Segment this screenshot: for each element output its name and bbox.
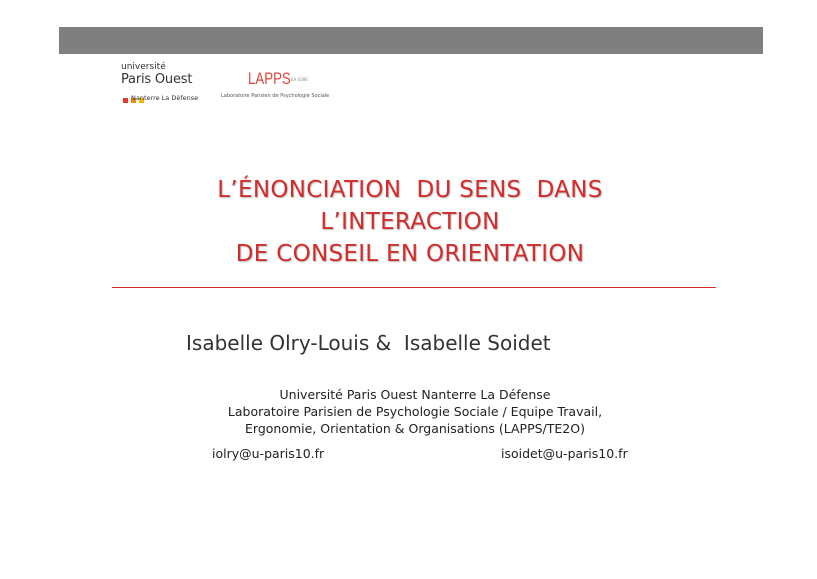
university-logo — [121, 63, 211, 103]
lapps-logo — [221, 69, 330, 104]
university-logo-line2: Paris Ouest — [121, 72, 193, 87]
university-logo-dots — [123, 88, 147, 93]
university-logo-line1: université — [121, 62, 166, 72]
lapps-logo-name: LAPPS — [248, 69, 291, 88]
affiliation-line-3: Ergonomie, Orientation & Organisations (LAPPS/TE2O) — [245, 421, 585, 436]
lapps-logo-tag: EA 4386 — [291, 77, 308, 82]
title-line-1: L’ÉNONCIATION DU SENS DANS — [217, 177, 603, 203]
lapps-logo-fullname: Laboratoire Parisien de Psychologie Sociale — [221, 93, 330, 99]
university-logo-line3: Nanterre La Défense — [131, 94, 199, 102]
top-banner-bar — [59, 27, 763, 54]
affiliation — [130, 386, 700, 437]
title-line-2: L’INTERACTION — [320, 209, 500, 235]
affiliation-line-1: Université Paris Ouest Nanterre La Défense — [279, 387, 551, 402]
affiliation-line-2: Laboratoire Parisien de Psychologie Sociale / Equipe Travail, — [227, 404, 603, 419]
title-line-3: DE CONSEIL EN ORIENTATION — [235, 241, 585, 267]
email-soidet[interactable]: isoidet@u-paris10.fr — [501, 446, 628, 461]
presentation-title — [110, 174, 710, 270]
logo-dot-red — [123, 98, 128, 103]
title-divider — [112, 287, 716, 288]
email-olry-louis[interactable]: iolry@u-paris10.fr — [212, 446, 325, 461]
authors: Isabelle Olry-Louis & Isabelle Soidet — [186, 331, 551, 355]
